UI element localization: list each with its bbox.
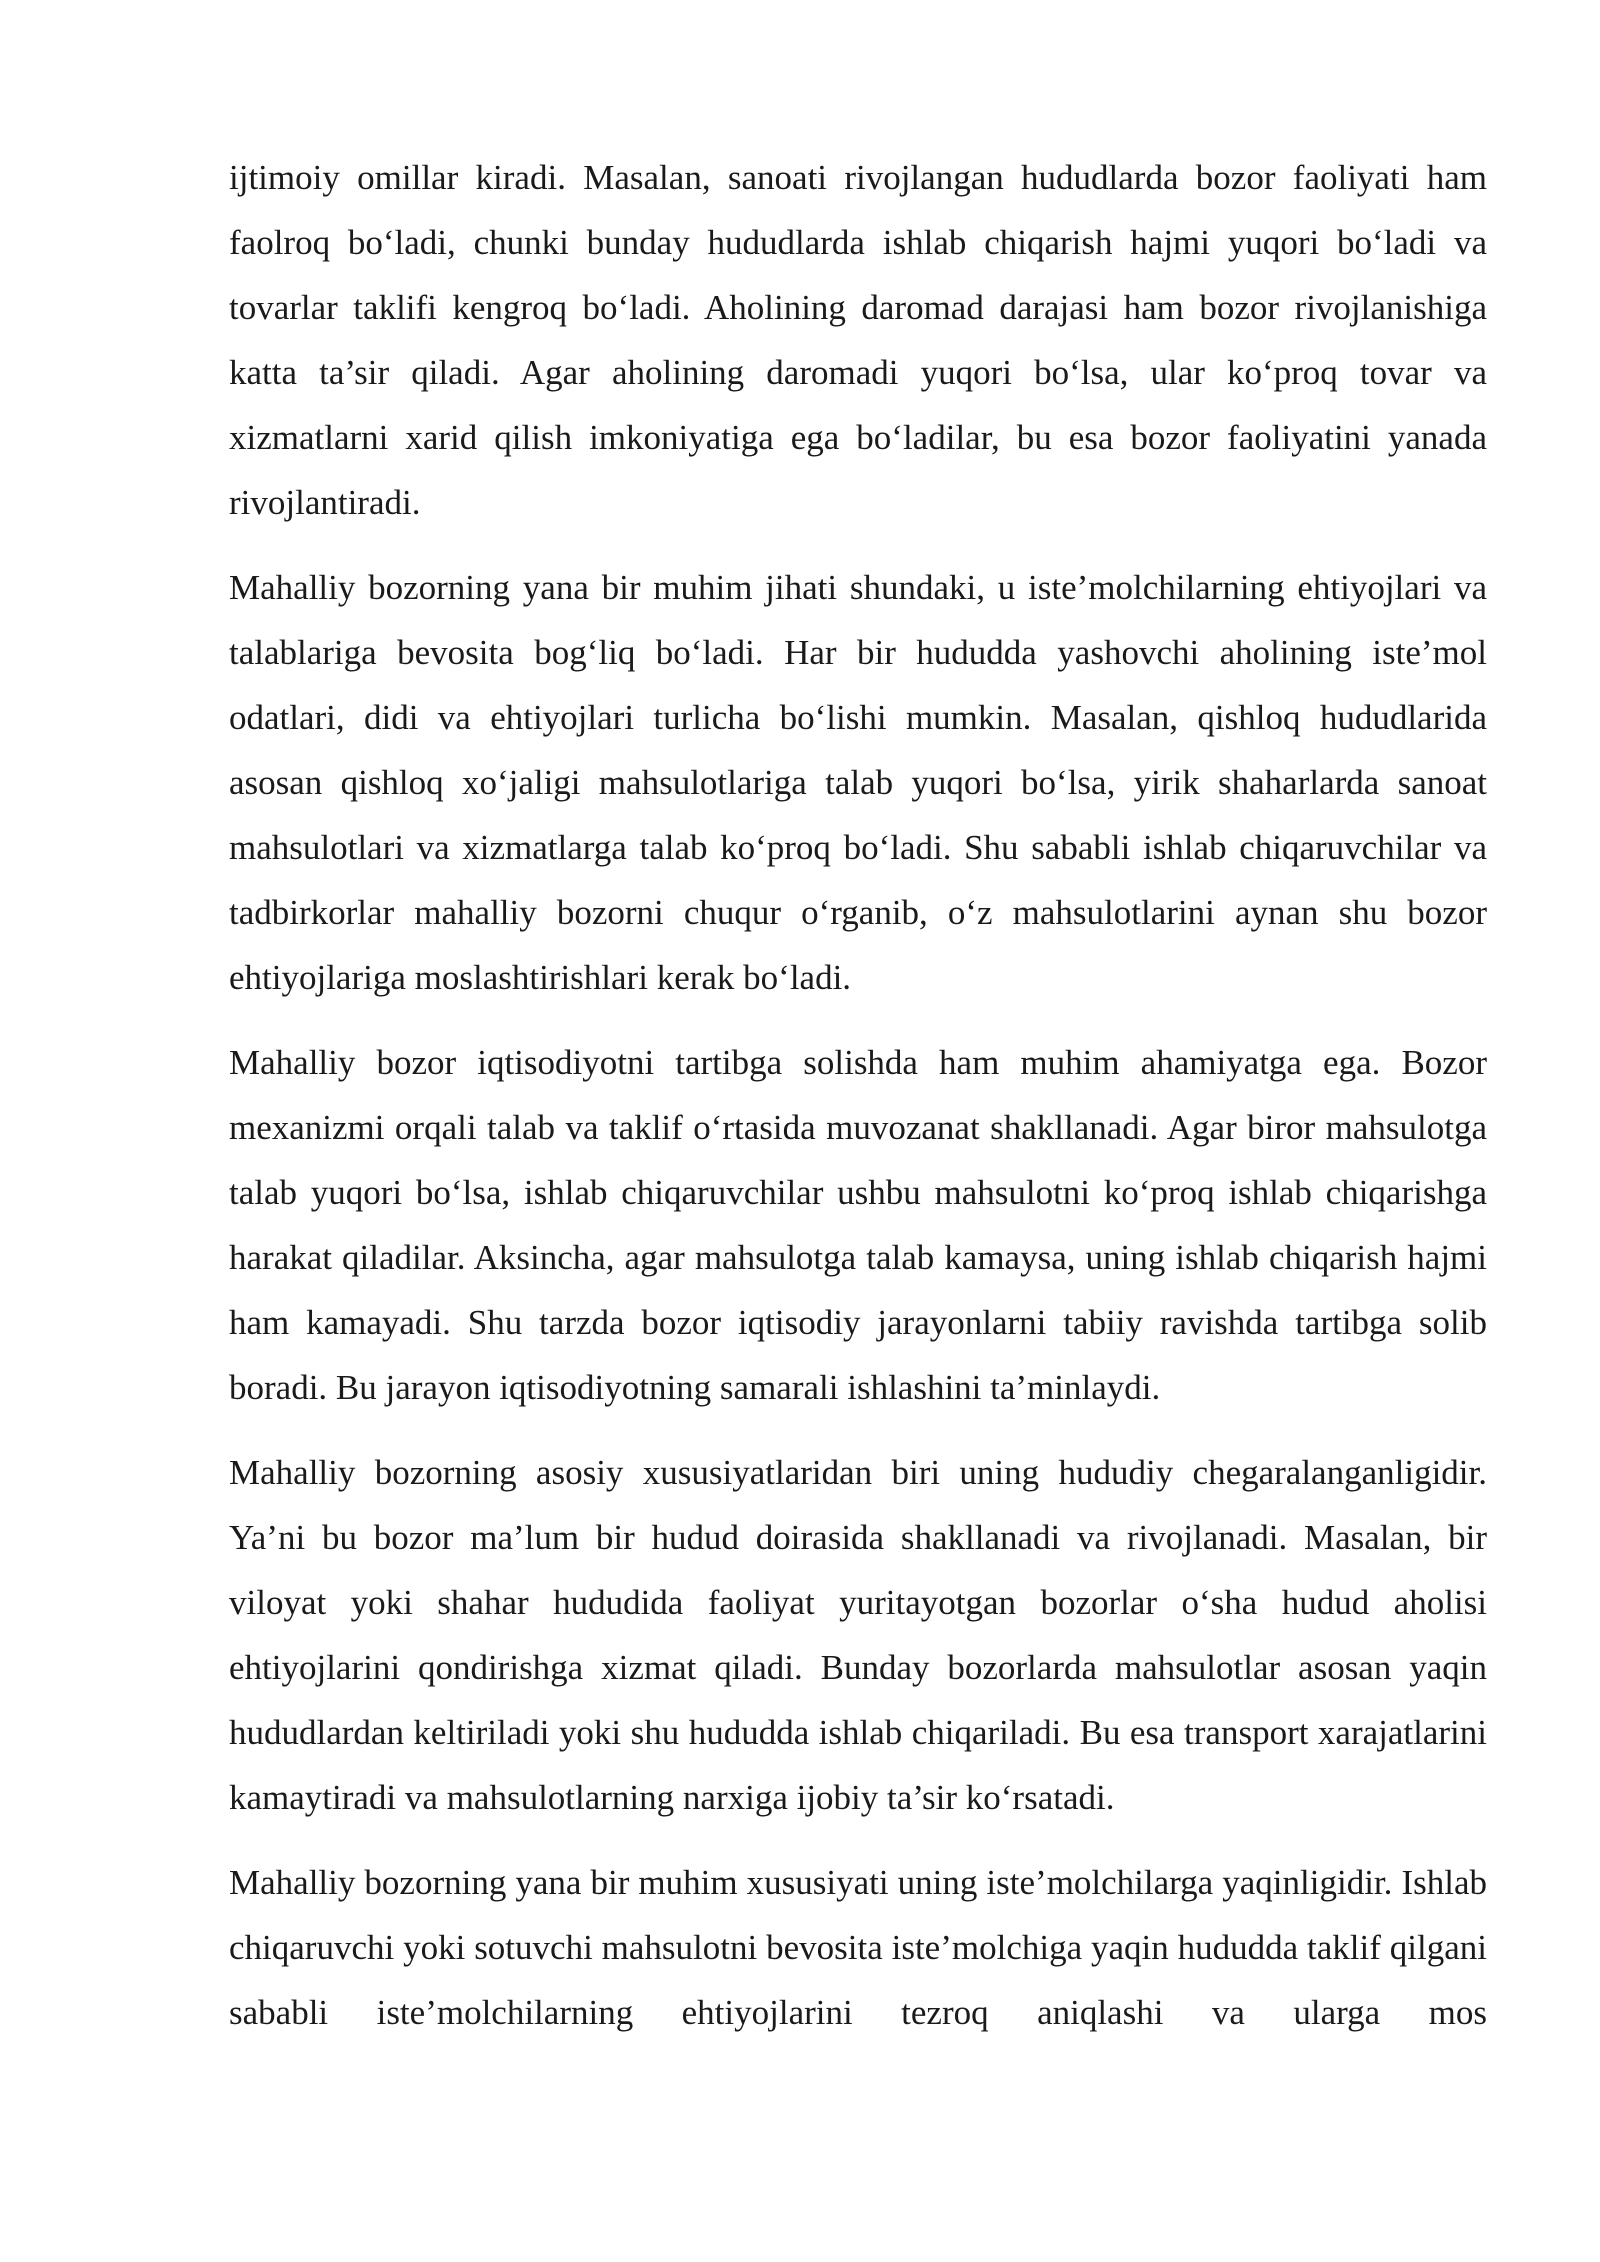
document-body [229, 145, 1487, 2065]
paragraph-3: Mahalliy bozor iqtisodiyotni tartibga solishda ham muhim ahamiyatga ega. Bozor mexanizmi orqali talab va taklif o‘rtasida muvozanat shakllanadi. Agar biror mahsulotga talab yuqori bo‘lsa, ishlab chiqaruvchilar ushbu mahsulotni ko‘proq ishlab chiqarishga harakat qiladilar. Aksincha, agar mahsulotga talab kamaysa, uning ishlab chiqarish hajmi ham kamayadi. Shu tarzda bozor iqtisodiy jarayonlarni tabiiy ravishda tartibga solib boradi. Bu jarayon iqtisodiyotning samarali ishlashini ta’minlaydi. [229, 1043, 1487, 1407]
paragraph-5: Mahalliy bozorning yana bir muhim xususiyati uning iste’molchilarga yaqinligidir. Ishlab chiqaruvchi yoki sotuvchi mahsulotni bevosita iste’molchiga yaqin hududda taklif qilgani sababli iste’molchilarning ehtiyojlarini tezroq aniqlashi va ularga mos [229, 1863, 1487, 2032]
paragraph-2: Mahalliy bozorning yana bir muhim jihati shundaki, u iste’molchilarning ehtiyojlari va talablariga bevosita bog‘liq bo‘ladi. Har bir hududda yashovchi aholining iste’mol odatlari, didi va ehtiyojlari turlicha bo‘lishi mumkin. Masalan, qishloq hududlarida asosan qishloq xo‘jaligi mahsulotlariga talab yuqori bo‘lsa, yirik shaharlarda sanoat mahsulotlari va xizmatlarga talab ko‘proq bo‘ladi. Shu sababli ishlab chiqaruvchilar va tadbirkorlar mahalliy bozorni chuqur o‘rganib, o‘z mahsulotlarini aynan shu bozor ehtiyojlariga moslashtirishlari kerak bo‘ladi. [229, 568, 1487, 997]
paragraph-1: ijtimoiy omillar kiradi. Masalan, sanoati rivojlangan hududlarda bozor faoliyati ham faolroq bo‘ladi, chunki bunday hududlarda ishlab chiqarish hajmi yuqori bo‘ladi va tovarlar taklifi kengroq bo‘ladi. Aholining daromad darajasi ham bozor rivojlanishiga katta ta’sir qiladi. Agar aholining daromadi yuqori bo‘lsa, ular ko‘proq tovar va xizmatlarni xarid qilish imkoniyatiga ega bo‘ladilar, bu esa bozor faoliyatini yanada rivojlantiradi. [229, 158, 1487, 522]
paragraph-4: Mahalliy bozorning asosiy xususiyatlaridan biri uning hududiy chegaralanganligidir. Ya’ni bu bozor ma’lum bir hudud doirasida shakllanadi va rivojlanadi. Masalan, bir viloyat yoki shahar hududida faoliyat yuritayotgan bozorlar o‘sha hudud aholisi ehtiyojlarini qondirishga xizmat qiladi. Bunday bozorlarda mahsulotlar asosan yaqin hududlardan keltiriladi yoki shu hududda ishlab chiqariladi. Bu esa transport xarajatlarini kamaytiradi va mahsulotlarning narxiga ijobiy ta’sir ko‘rsatadi. [229, 1453, 1487, 1817]
